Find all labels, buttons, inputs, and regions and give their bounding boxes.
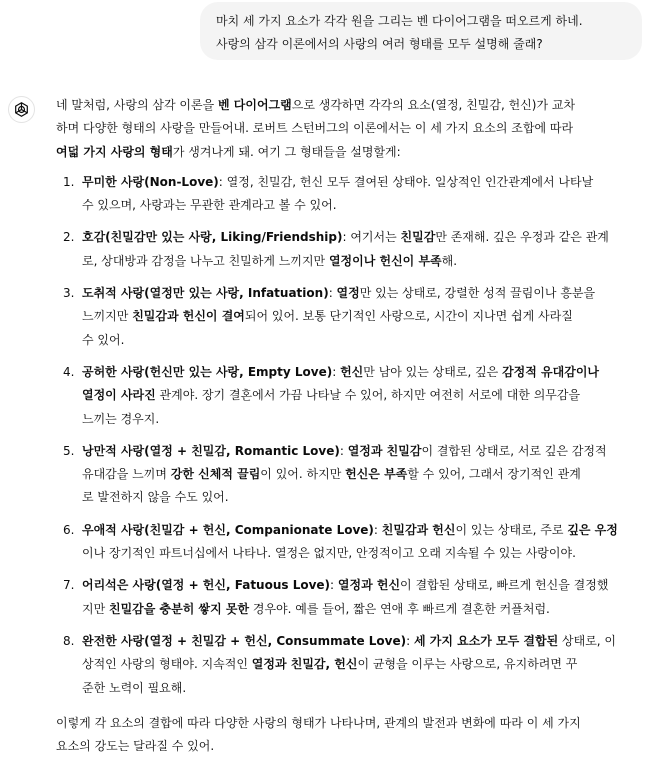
text-span: 만 남아 있는 상태로, 깊은 [363, 364, 503, 379]
item-number: 2. [63, 230, 75, 245]
intro-paragraph [56, 94, 646, 164]
list-item [56, 440, 646, 510]
bold-text: 호감(친밀감만 있는 사랑, Liking/Friendship) [82, 230, 343, 245]
item-line: 준한 노력이 필요해. [82, 680, 187, 695]
item-number: 8. [63, 633, 75, 648]
bold-text: 감정적 유대감이나 [502, 364, 600, 379]
item-line: 수 있으며, 사랑과는 무관한 관계라고 볼 수 있어. [82, 198, 337, 213]
text-span: 유대감을 느끼며 [82, 467, 171, 482]
text-span: : 여기서는 [342, 230, 401, 245]
bold-text: 열정이 사라진 [82, 388, 156, 403]
openai-logo-svg [13, 101, 30, 118]
text-span: : [373, 522, 382, 537]
item-number: 5. [63, 443, 75, 458]
user-message-line: 마치 세 가지 요소가 각각 원을 그리는 벤 다이어그램을 떠오르게 하네. [216, 14, 583, 28]
text-span: 이 균형을 이루는 사랑으로, 유지하려면 꾸 [357, 657, 578, 672]
text-span: 할 수 있어, 그래서 장기적인 관계 [407, 467, 581, 482]
list-item [56, 361, 646, 431]
bold-text: 열정과 헌신 [337, 578, 401, 593]
item-line: 느끼는 경우지. [82, 411, 160, 426]
text-span: 상적인 사랑의 형태야. 지속적인 [82, 657, 252, 672]
bold-text: 친밀감과 헌신이 결여 [132, 309, 245, 324]
bold-text: 우애적 사랑(친밀감 + 헌신, Companionate Love) [82, 522, 374, 537]
bold-text: 공허한 사랑(헌신만 있는 사랑, Empty Love) [82, 364, 333, 379]
text-span: : [406, 633, 414, 648]
text-span: 상태로, 이 [558, 633, 617, 648]
item-line: 수 있어. [82, 332, 125, 347]
text-span: 네 말처럼, 사랑의 삼각 이론을 [56, 98, 218, 112]
closing-line: 요소의 강도는 달라질 수 있어. [56, 739, 215, 754]
bold-text: 헌신 [340, 364, 364, 379]
item-number: 3. [63, 286, 75, 301]
list-item [56, 630, 646, 700]
text-span: 느끼지만 [82, 309, 133, 324]
item-number: 7. [63, 578, 75, 593]
intro-line [56, 141, 646, 164]
closing-line: 이렇게 각 요소의 결합에 따라 다양한 사랑의 형태가 나타나며, 관계의 발전과 변화에 따라 이 세 가지 [56, 715, 581, 730]
bold-text: 벤 다이어그램 [218, 98, 292, 112]
text-span: 관계야. 장기 결혼에서 가끔 나타날 수 있어, 하지만 여전히 서로에 대한 의무감을 [155, 388, 581, 403]
text-span: 으로 생각하면 각각의 요소(열정, 친밀감, 헌신)가 교차 [291, 98, 576, 112]
bold-text: 열정과 친밀감, 헌신 [251, 657, 358, 672]
bold-text: 어리석은 사랑(열정 + 헌신, Fatuous Love) [82, 578, 331, 593]
bold-text: 세 가지 요소가 모두 결합된 [413, 633, 559, 648]
text-span: 이 결합된 상태로, 서로 깊은 감정적 [421, 443, 607, 458]
text-span: 이 있는 상태로, 주로 [455, 522, 568, 537]
user-message-bubble [200, 2, 642, 60]
openai-logo-icon [8, 96, 35, 123]
bold-text: (Non-Love) [144, 174, 219, 189]
text-span: : [339, 443, 348, 458]
item-number: 6. [63, 522, 75, 537]
text-span: 경우야. 예를 들어, 짧은 연애 후 빠르게 결혼한 커플처럼. [249, 601, 550, 616]
text-span: : [328, 286, 337, 301]
closing-paragraph [56, 712, 646, 758]
item-line: 로 발전하지 않을 수도 있어. [82, 490, 229, 505]
text-span: 가 생겨나게 돼. 여기 그 형태들을 설명할게: [172, 144, 401, 159]
bold-text: 여덟 가지 사랑의 형태 [56, 144, 173, 159]
bold-text: 도취적 사랑(열정만 있는 사랑, Infatuation) [82, 286, 329, 301]
text-span: : 열정, 친밀감, 헌신 모두 결여된 상태야. 일상적인 인간관계에서 나타날 [218, 174, 594, 189]
bold-text: 낭만적 사랑(열정 + 친밀감, Romantic Love) [82, 443, 340, 458]
bold-text: 무미한 사랑 [82, 174, 145, 189]
love-types-list [56, 171, 646, 700]
bold-text: 친밀감과 헌신 [381, 522, 456, 537]
text-span: 만 존재해. 깊은 우정과 같은 관계 [435, 230, 609, 245]
list-item [56, 574, 646, 621]
list-item [56, 282, 646, 352]
intro-line: 하며 다양한 형태의 사랑을 만들어내. 로버트 스턴버그의 이론에서는 이 세 가지 요소의 조합에 따라 [56, 121, 574, 136]
bold-text: 친밀감 [400, 230, 436, 245]
text-span: 이 있어. 하지만 [260, 467, 346, 482]
list-item [56, 226, 646, 273]
text-span: 지만 [82, 601, 109, 616]
list-item [56, 171, 646, 218]
text-span: : [330, 578, 338, 593]
text-span: 만 있는 상태로, 강렬한 성적 끌림이나 흥분을 [359, 286, 596, 301]
item-number: 1. [63, 174, 75, 189]
bold-text: 열정과 친밀감 [347, 443, 422, 458]
intro-line [56, 94, 646, 117]
user-message-line: 사랑의 삼각 이론에서의 사랑의 여러 형태를 모두 설명해 줄래? [216, 37, 543, 51]
item-line: 이나 장기적인 파트너십에서 나타나. 열정은 없지만, 안정적이고 오래 지속될 수 있는 사랑이야. [82, 546, 576, 561]
bold-text: 깊은 우정 [567, 522, 618, 537]
text-span: 되어 있어. 보통 단기적인 사랑으로, 시간이 지나면 쉽게 사라질 [244, 309, 573, 324]
text-span: 로, 상대방과 감정을 나누고 친밀하게 느끼지만 [82, 253, 329, 268]
bold-text: 강한 신체적 끌림 [170, 467, 261, 482]
bold-text: 열정이나 헌신이 부족 [328, 253, 442, 268]
bold-text: 열정 [336, 286, 360, 301]
item-number: 4. [63, 364, 75, 379]
bold-text: 친밀감을 충분히 쌓지 못한 [109, 601, 250, 616]
text-span: 해. [441, 253, 458, 268]
text-span: : [332, 364, 341, 379]
bold-text: 완전한 사랑(열정 + 친밀감 + 헌신, Consummate Love) [82, 633, 407, 648]
assistant-message [56, 94, 646, 758]
list-item [56, 519, 646, 566]
text-span: 이 결합된 상태로, 빠르게 헌신을 결정했 [400, 578, 609, 593]
bold-text: 헌신은 부족 [345, 467, 408, 482]
